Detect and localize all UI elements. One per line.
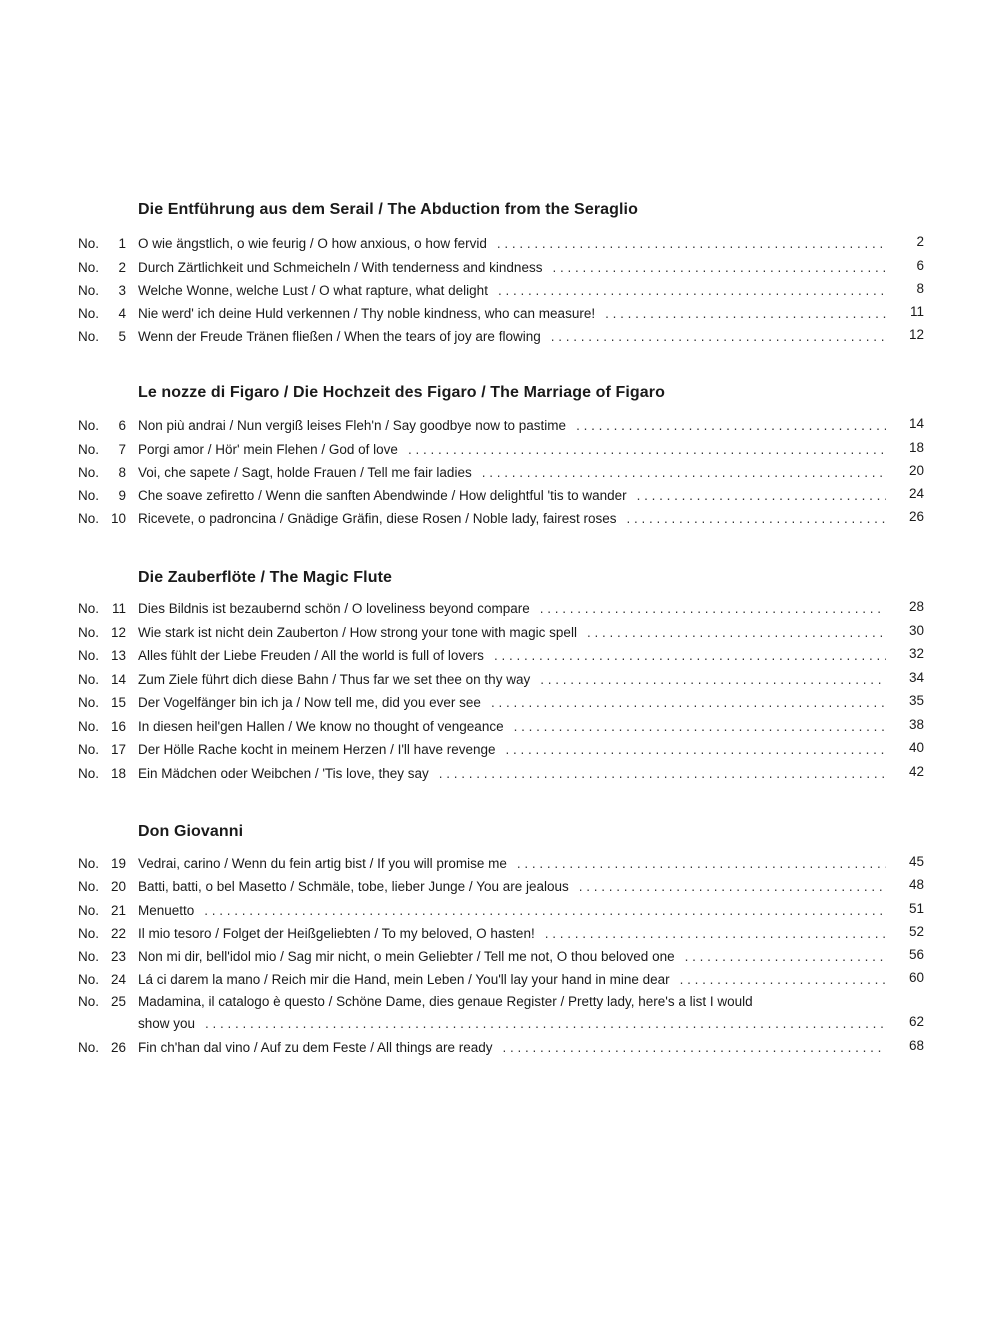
entry-title: Durch Zärtlichkeit und Schmeicheln / With tenderness and kindness [138,260,543,275]
toc-entry [0,692,1000,714]
entry-title: Voi, che sapete / Sagt, holde Frauen / Tell me fair ladies [138,465,472,480]
dot-leader [482,462,886,484]
toc-entry [0,485,1000,507]
entry-page: 51 [908,901,924,916]
dot-leader [540,669,886,691]
entry-page: 30 [908,623,924,638]
entry-number: 18 [110,766,126,781]
toc-entry [0,415,1000,437]
entry-number: 6 [118,418,126,433]
entry-no-label: No. [78,1040,100,1055]
dot-leader [545,923,886,945]
entry-number: 3 [118,283,126,298]
toc-entry [0,462,1000,484]
dot-leader [205,1013,886,1035]
entry-title: Der Vogelfänger bin ich ja / Now tell me, did you ever see [138,695,481,710]
dot-leader [514,716,886,738]
entry-no-label: No. [78,856,100,871]
entry-title: Fin ch'han dal vino / Auf zu dem Feste / All things are ready [138,1040,493,1055]
entry-page: 38 [908,717,924,732]
toc-entry [0,439,1000,461]
entry-number: 25 [110,994,126,1009]
entry-no-label: No. [78,879,100,894]
dot-leader [517,853,886,875]
entry-no-label: No. [78,418,100,433]
entry-no-label: No. [78,329,100,344]
entry-number: 17 [110,742,126,757]
entry-no-label: No. [78,949,100,964]
entry-page: 24 [908,486,924,501]
dot-leader [498,280,886,302]
entry-page: 6 [916,258,924,273]
dot-leader [627,508,886,530]
toc-entry [0,280,1000,302]
entry-no-label: No. [78,511,100,526]
entry-page: 48 [908,877,924,892]
entry-page: 68 [908,1038,924,1053]
entry-page: 20 [908,463,924,478]
toc-entry [0,326,1000,348]
entry-page: 35 [908,693,924,708]
entry-no-label: No. [78,742,100,757]
entry-number: 19 [110,856,126,871]
entry-no-label: No. [78,236,100,251]
toc-entry [0,900,1000,922]
entry-title: Non più andrai / Nun vergiß leises Fleh'n / Say goodbye now to pastime [138,418,567,433]
entry-title: Batti, batti, o bel Masetto / Schmäle, tobe, lieber Junge / You are jealous [138,879,569,894]
dot-leader [605,303,886,325]
entry-no-label: No. [78,442,100,457]
entry-title: Che soave zefiretto / Wenn die sanften Abendwinde / How delightful 'tis to wander [138,488,627,503]
entry-page: 40 [908,740,924,755]
entry-title: Zum Ziele führt dich diese Bahn / Thus far we set thee on thy way [138,672,531,687]
entry-no-label: No. [78,465,100,480]
entry-title: Dies Bildnis ist bezaubernd schön / O loveliness beyond compare [138,601,530,616]
toc-entry [0,622,1000,644]
entry-page: 18 [908,440,924,455]
entry-title: Non mi dir, bell'idol mio / Sag mir nicht, o mein Geliebter / Tell me not, O thou beloved one [138,949,675,964]
dot-leader [439,763,886,785]
toc-entry [0,669,1000,691]
toc-entry [0,853,1000,875]
entry-title: Wenn der Freude Tränen fließen / When the tears of joy are flowing [138,329,541,344]
dot-leader [587,622,886,644]
toc-entry [0,991,1000,1035]
entry-number: 23 [110,949,126,964]
dot-leader [497,233,886,255]
entry-title: Nie werd' ich deine Huld verkennen / Thy noble kindness, who can measure! [138,306,596,321]
entry-title: Alles fühlt der Liebe Freuden / All the world is full of lovers [138,648,484,663]
entry-no-label: No. [78,695,100,710]
entry-number: 14 [110,672,126,687]
entry-page: 32 [908,646,924,661]
toc-entry [0,645,1000,667]
entry-title: Der Hölle Rache kocht in meinem Herzen / I'll have revenge [138,742,496,757]
dot-leader [680,969,886,991]
entry-no-label: No. [78,994,100,1009]
entry-no-label: No. [78,672,100,687]
entry-title: show you [138,1016,196,1031]
section-title: Le nozze di Figaro / Die Hochzeit des Figaro / The Marriage of Figaro [138,384,665,401]
toc-entry [0,233,1000,255]
entry-no-label: No. [78,488,100,503]
toc-entry [0,508,1000,530]
entry-number: 15 [110,695,126,710]
entry-no-label: No. [78,306,100,321]
dot-leader [204,900,886,922]
toc-entry [0,739,1000,761]
entry-page: 52 [908,924,924,939]
toc-entry [0,1037,1000,1059]
entry-number: 13 [110,648,126,663]
entry-title: Welche Wonne, welche Lust / O what rapture, what delight [138,283,488,298]
dot-leader [494,645,886,667]
entry-no-label: No. [78,625,100,640]
entry-number: 2 [118,260,126,275]
entry-no-label: No. [78,283,100,298]
entry-title: Wie stark ist nicht dein Zauberton / How strong your tone with magic spell [138,625,577,640]
entry-title: Menuetto [138,903,195,918]
entry-no-label: No. [78,903,100,918]
entry-number: 11 [111,601,126,616]
dot-leader [491,692,886,714]
entry-no-label: No. [78,926,100,941]
entry-page: 62 [908,1014,924,1029]
entry-page: 28 [908,599,924,614]
entry-title: Lá ci darem la mano / Reich mir die Hand, mein Leben / You'll lay your hand in mine dear [138,972,670,987]
entry-number: 9 [118,488,126,503]
dot-leader [540,598,886,620]
dot-leader [637,485,886,507]
toc-entry [0,876,1000,898]
entry-number: 8 [118,465,126,480]
entry-page: 11 [909,304,924,319]
section-title: Die Entführung aus dem Serail / The Abduction from the Seraglio [138,201,638,218]
entry-number: 22 [110,926,126,941]
entry-page: 8 [916,281,924,296]
dot-leader [408,439,886,461]
entry-number: 20 [110,879,126,894]
entry-title: Ricevete, o padroncina / Gnädige Gräfin, diese Rosen / Noble lady, fairest roses [138,511,617,526]
entry-number: 7 [118,442,126,457]
entry-number: 21 [110,903,126,918]
entry-no-label: No. [78,766,100,781]
toc-entry [0,946,1000,968]
entry-number: 16 [110,719,126,734]
entry-page: 60 [908,970,924,985]
entry-number: 26 [110,1040,126,1055]
entry-title: Porgi amor / Hör' mein Flehen / God of love [138,442,398,457]
toc-entry [0,716,1000,738]
entry-title: Vedrai, carino / Wenn du fein artig bist / If you will promise me [138,856,507,871]
toc-entry [0,257,1000,279]
entry-no-label: No. [78,260,100,275]
entry-page: 14 [908,416,924,431]
entry-page: 12 [908,327,924,342]
entry-page: 34 [908,670,924,685]
section-title: Die Zauberflöte / The Magic Flute [138,569,392,586]
entry-page: 2 [916,234,924,249]
toc-entry [0,969,1000,991]
toc-entry [0,303,1000,325]
entry-no-label: No. [78,719,100,734]
entry-number: 10 [110,511,126,526]
entry-number: 1 [118,236,126,251]
entry-number: 4 [118,306,126,321]
toc-entry [0,598,1000,620]
entry-title-line1: Madamina, il catalogo è questo / Schöne Dame, dies genaue Register / Pretty lady, here's a list I would [138,994,753,1009]
entry-no-label: No. [78,972,100,987]
entry-no-label: No. [78,648,100,663]
dot-leader [685,946,886,968]
section-title: Don Giovanni [138,823,244,840]
entry-number: 24 [110,972,126,987]
entry-title: O wie ängstlich, o wie feurig / O how anxious, o how fervid [138,236,487,251]
entry-page: 45 [908,854,924,869]
entry-title: In diesen heil'gen Hallen / We know no thought of vengeance [138,719,504,734]
toc-entry [0,763,1000,785]
entry-no-label: No. [78,601,100,616]
entry-page: 26 [908,509,924,524]
dot-leader [576,415,886,437]
dot-leader [579,876,886,898]
entry-page: 56 [908,947,924,962]
toc-entry [0,923,1000,945]
entry-number: 12 [110,625,126,640]
entry-title: Ein Mädchen oder Weibchen / 'Tis love, they say [138,766,429,781]
entry-title: Il mio tesoro / Folget der Heißgeliebten / To my beloved, O hasten! [138,926,535,941]
entry-page: 42 [908,764,924,779]
dot-leader [503,1037,886,1059]
dot-leader [506,739,887,761]
dot-leader [551,326,886,348]
dot-leader [552,257,886,279]
entry-number: 5 [118,329,126,344]
